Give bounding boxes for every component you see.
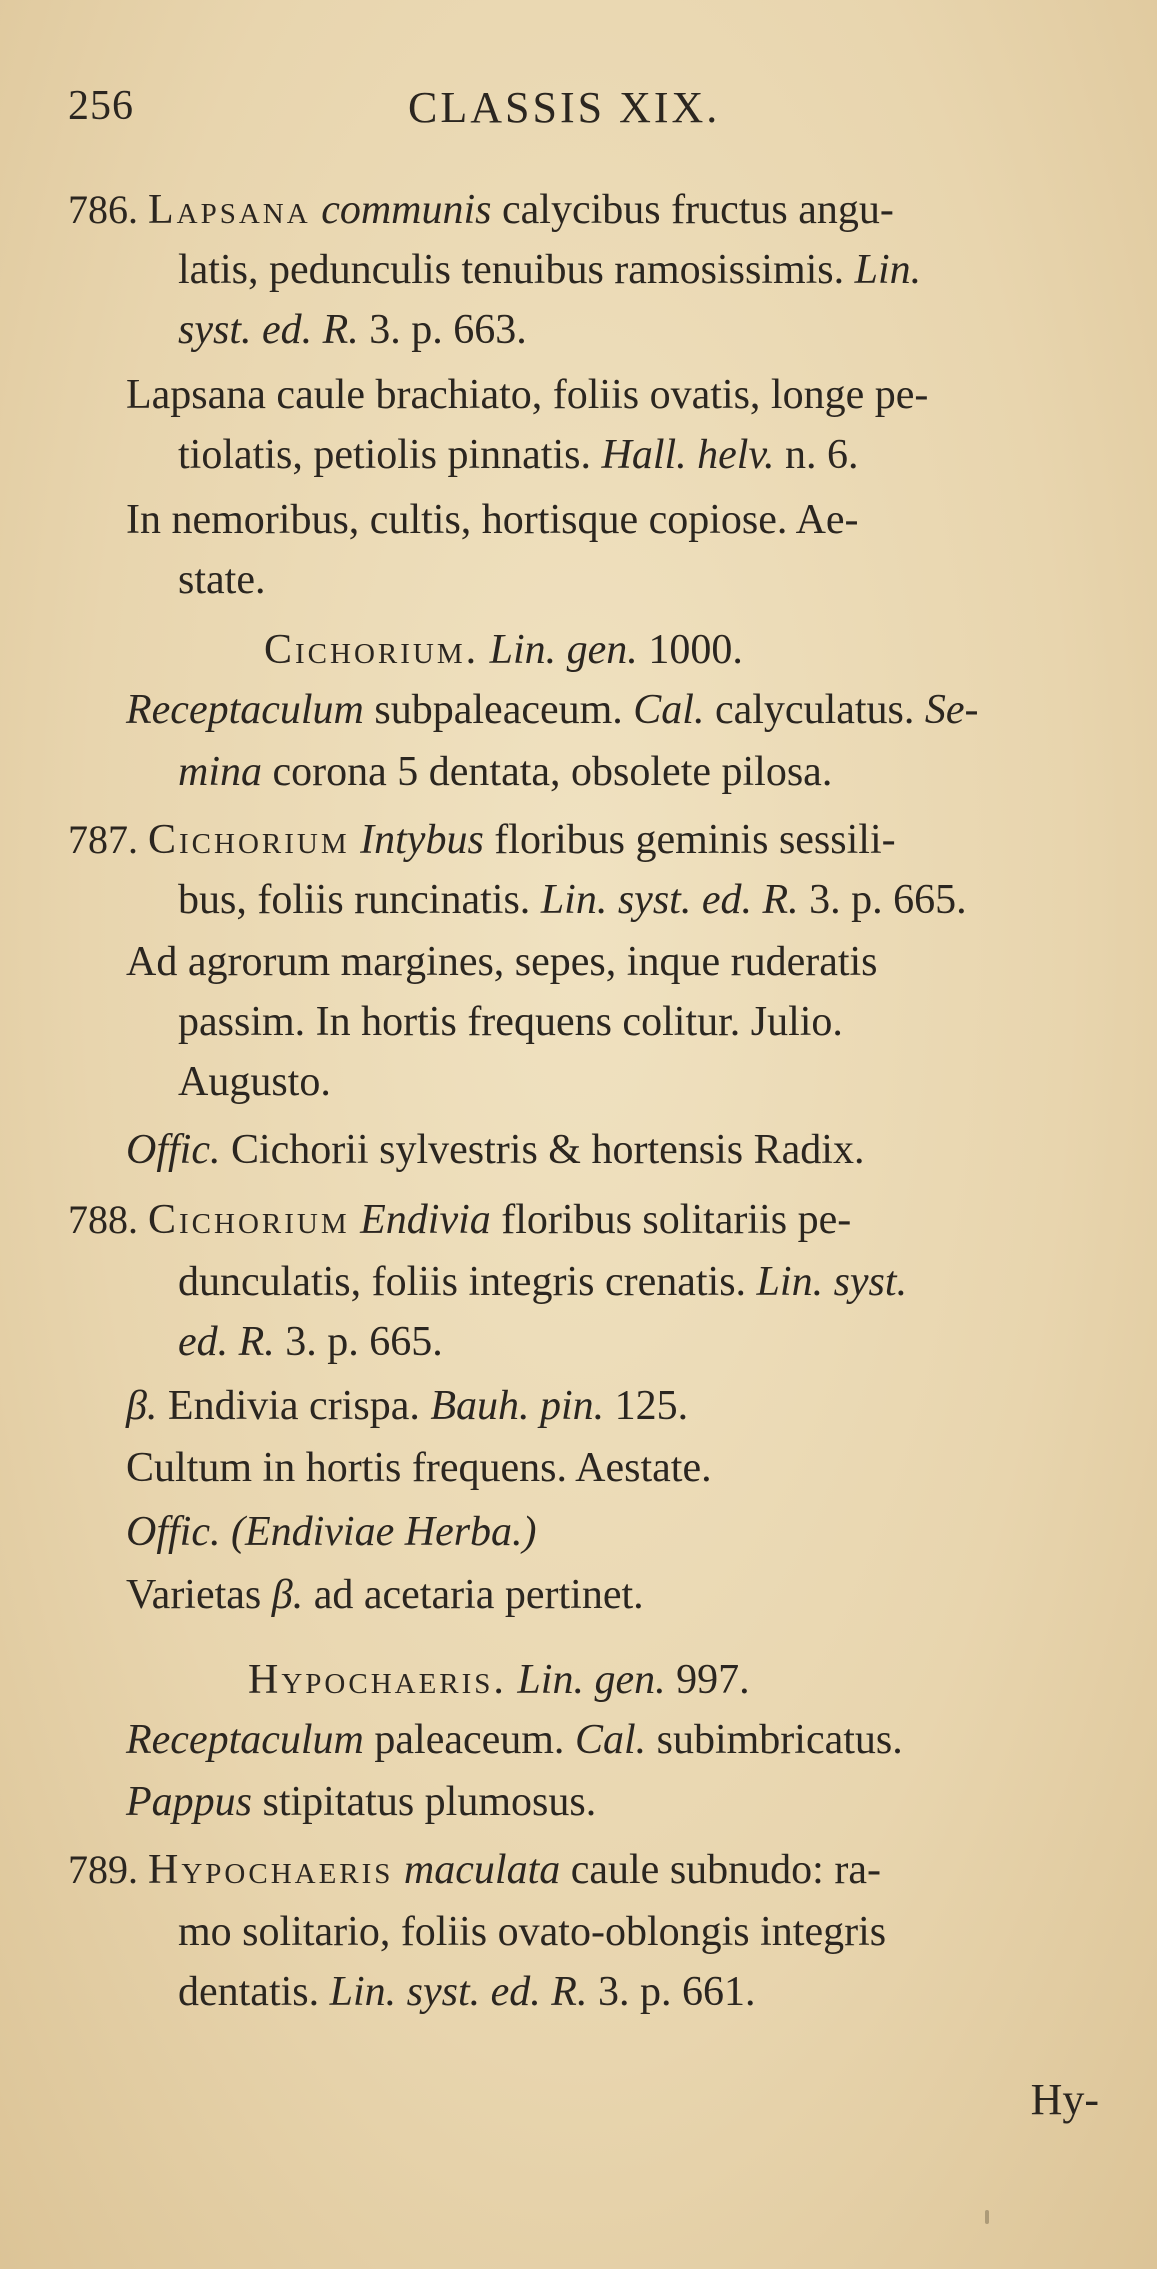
text-span: mo solitario, foliis ovato-oblongis integris	[178, 1909, 887, 1955]
text-span: Lapsana caule brachiato, foliis ovatis, longe pe-	[126, 372, 929, 418]
text-line	[178, 1312, 443, 1372]
text-span: 997.	[665, 1657, 750, 1703]
text-span: floribus geminis sessili-	[483, 817, 896, 863]
text-span: 3. p. 663.	[358, 307, 527, 353]
text-line	[178, 1252, 907, 1312]
italic-text: Receptaculum	[126, 1717, 364, 1763]
text-line	[126, 1772, 596, 1832]
text-span	[393, 1847, 404, 1893]
genus-name: Hypochaeris	[148, 1847, 394, 1893]
text-span: ad acetaria pertinet.	[303, 1572, 644, 1618]
text-line	[126, 1120, 864, 1180]
text-line	[178, 550, 265, 610]
entry-first-line	[68, 1840, 881, 1900]
italic-text: Cal.	[574, 1717, 647, 1763]
entry-number: 786.	[68, 187, 148, 232]
text-line	[178, 870, 967, 930]
entry-first-line	[68, 1190, 851, 1250]
text-line	[178, 992, 843, 1052]
text-span: 3. p. 661.	[587, 1969, 756, 2015]
text-span	[311, 187, 322, 233]
text-span: latis, pedunculis tenuibus ramosissimis.	[178, 247, 855, 293]
text-span	[350, 1197, 361, 1243]
italic-text: Offic.	[126, 1127, 221, 1173]
text-span: floribus solitariis pe-	[490, 1197, 852, 1243]
italic-text: Se-	[924, 687, 979, 733]
italic-text: Pappus	[126, 1779, 252, 1825]
text-span: subpaleaceum.	[363, 687, 634, 733]
italic-text: Hall. helv.	[601, 432, 775, 478]
italic-text: syst. ed. R.	[178, 307, 359, 353]
text-line	[178, 240, 921, 300]
italic-text: β.	[126, 1383, 158, 1429]
catchword: Hy-	[1030, 2075, 1099, 2124]
italic-text: ed. R.	[178, 1319, 275, 1365]
text-span: dunculatis, foliis integris crenatis.	[178, 1259, 757, 1305]
genus-name: Hypochaeris.	[248, 1657, 507, 1703]
italic-text: β.	[271, 1572, 304, 1618]
paper-mark	[985, 2210, 989, 2224]
text-span	[507, 1657, 518, 1703]
text-span: calycibus fructus angu-	[491, 187, 894, 233]
italic-text: Bauh. pin.	[430, 1383, 605, 1429]
text-span: paleaceum.	[363, 1717, 575, 1763]
text-line	[126, 1376, 688, 1436]
genus-name: Lapsana	[148, 187, 311, 233]
text-span: state.	[178, 557, 266, 603]
italic-text: Lin.	[854, 247, 922, 293]
genus-name: Cichorium.	[264, 627, 480, 673]
text-span: n. 6.	[774, 432, 859, 478]
text-span	[479, 627, 490, 673]
text-line	[126, 1438, 712, 1498]
text-span: Endivia crispa.	[157, 1383, 431, 1429]
page-number: 256	[68, 83, 134, 129]
text-span: Augusto.	[178, 1059, 331, 1105]
text-line	[178, 425, 859, 485]
text-span: dentatis.	[178, 1969, 330, 2015]
text-line	[178, 1962, 755, 2022]
italic-text: mina	[178, 749, 262, 795]
text-span: Cultum in hortis frequens. Aestate.	[126, 1445, 712, 1491]
italic-text: communis	[321, 187, 492, 233]
text-span: 3. p. 665.	[798, 877, 967, 923]
text-line	[126, 1710, 903, 1770]
italic-text: Endivia	[360, 1197, 491, 1243]
text-line	[126, 490, 859, 550]
text-span: 1000.	[637, 627, 743, 673]
text-span: Varietas	[126, 1572, 272, 1618]
genus-name: Cichorium	[148, 1197, 350, 1243]
text-span: subimbricatus.	[646, 1717, 903, 1763]
text-span: passim. In hortis frequens colitur. Julio.	[178, 999, 843, 1045]
italic-text: Intybus	[360, 817, 484, 863]
text-line	[264, 620, 743, 680]
text-span: stipitatus plumosus.	[252, 1779, 597, 1825]
text-line	[126, 365, 928, 425]
text-line	[178, 742, 832, 802]
italic-text: Receptaculum	[126, 687, 364, 733]
text-span: tiolatis, petiolis pinnatis.	[178, 432, 602, 478]
italic-text: Lin. syst. ed. R.	[329, 1969, 588, 2015]
text-line	[248, 1650, 750, 1710]
text-span: In nemoribus, cultis, hortisque copiose. Ae-	[126, 497, 859, 543]
entry-first-line	[68, 180, 894, 240]
text-span: caule subnudo: ra-	[560, 1847, 881, 1893]
genus-name: Cichorium	[148, 817, 350, 863]
entry-number: 789.	[68, 1847, 148, 1892]
text-span: Cichorii sylvestris & hortensis Radix.	[220, 1127, 865, 1173]
entry-first-line	[68, 810, 896, 870]
italic-text: Lin. syst. ed. R.	[540, 877, 799, 923]
italic-text: Lin. gen.	[517, 1657, 666, 1703]
text-line	[178, 1902, 886, 1962]
text-line	[126, 1502, 537, 1562]
running-header	[68, 82, 1097, 142]
text-span: 125.	[604, 1383, 689, 1429]
text-span	[350, 817, 361, 863]
italic-text: Lin. syst.	[756, 1259, 908, 1305]
text-line	[178, 300, 527, 360]
entry-number: 788.	[68, 1197, 148, 1242]
text-line	[126, 932, 878, 992]
text-span: bus, foliis runcinatis.	[178, 877, 541, 923]
text-line	[178, 1052, 331, 1112]
page-title: CLASSIS XIX.	[408, 83, 721, 132]
italic-text: Lin. gen.	[489, 627, 638, 673]
italic-text: Offic. (Endiviae Herba.)	[126, 1509, 537, 1555]
text-span: Ad agrorum margines, sepes, inque ruderatis	[126, 939, 878, 985]
italic-text: Cal.	[633, 687, 705, 733]
text-span: 3. p. 665.	[274, 1319, 443, 1365]
text-span: calyculatus.	[704, 687, 925, 733]
text-line	[126, 680, 979, 740]
text-span: corona 5 dentata, obsolete pilosa.	[262, 749, 833, 795]
entry-number: 787.	[68, 817, 148, 862]
italic-text: maculata	[403, 1847, 561, 1893]
text-line	[126, 1565, 644, 1625]
